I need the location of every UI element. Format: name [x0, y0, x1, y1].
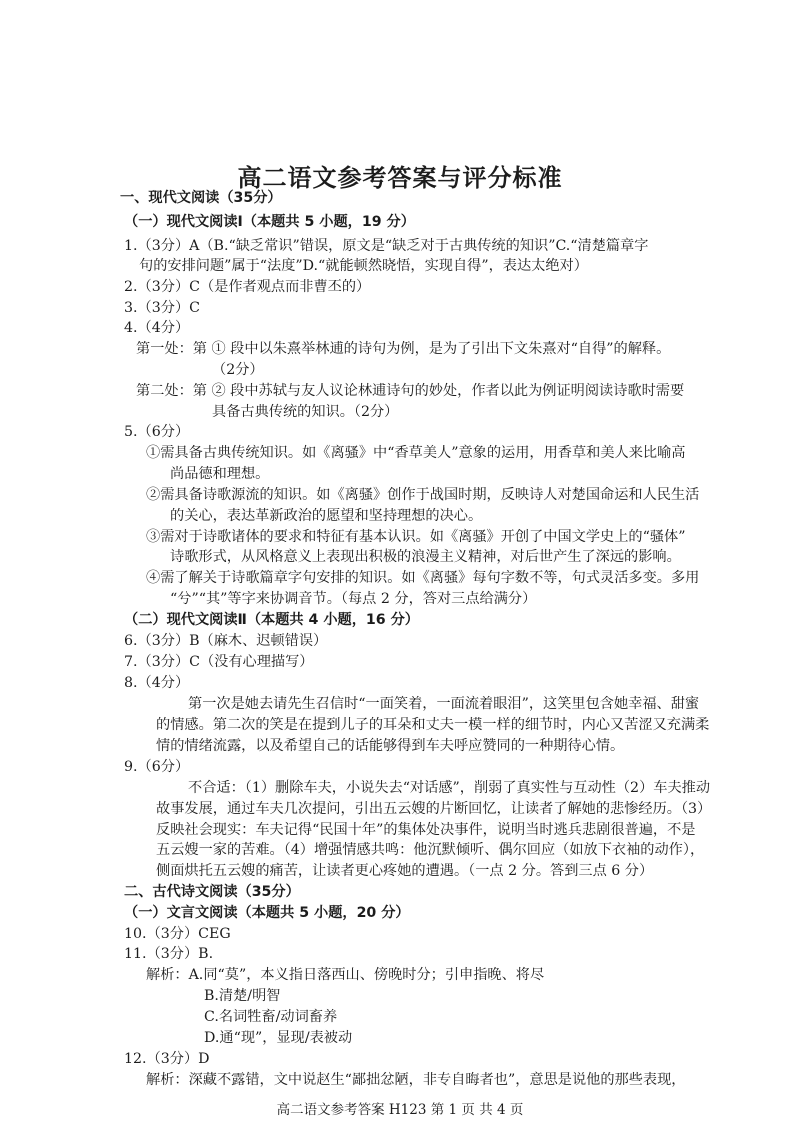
answer-line: 7.（3分）C（没有心理描写） [124, 654, 314, 670]
page-title: 高二语文参考答案与评分标准 [237, 163, 563, 192]
answer-line: ①需具备古典传统知识。如《离骚》中“香草美人”意象的运用，用香草和美人来比喻高 [146, 445, 686, 461]
answer-line: 解析：A.同“莫”，本义指日落西山、傍晚时分；引申指晚、将尽 [146, 967, 545, 983]
answer-line: 11.（3分）B. [124, 946, 214, 962]
answer-line: 9.（6分） [124, 759, 190, 775]
answer-line: 不合适：（1）删除车夫，小说失去“对话感”，削弱了真实性与互动性（2）车夫推动 [188, 780, 711, 796]
subsection-heading: （二）现代文阅读Ⅱ（本题共 4 小题，16 分） [124, 612, 419, 628]
answer-line: 第二处：第 ② 段中苏轼与友人议论林逋诗句的妙处，作者以此为例证明阅读诗歌时需要 [136, 383, 685, 399]
answer-line: 8.（4分） [124, 675, 190, 691]
answer-line: 第一次是她去请先生召信时“一面笑着，一面流着眼泪”，这笑里包含她幸福、甜蜜 [188, 696, 700, 712]
answer-line: C.名词牲畜/动词畜养 [204, 1009, 338, 1025]
answer-line: 五云嫂一家的苦难。（4）增强情感共鸣：他沉默倾听、偶尔回应（如放下衣袖的动作）， [156, 842, 705, 858]
answer-line: 诗歌形式，从风格意义上表现出积极的浪漫主义精神，对后世产生了深远的影响。 [170, 549, 681, 565]
answer-line: B.清楚/明智 [204, 988, 281, 1004]
answer-line: 5.（6分） [124, 424, 190, 440]
subsection-heading: （一）现代文阅读Ⅰ（本题共 5 小题，19 分） [124, 214, 415, 230]
answer-line: 6.（3分）B（麻木、迟顿错误） [124, 633, 328, 649]
answer-line: 情的情绪流露，以及希望自己的话能够得到车夫呼应赞同的一种期待心情。 [156, 738, 625, 754]
subsection-heading: （一）文言文阅读（本题共 5 小题，20 分） [124, 905, 410, 921]
answer-line: 1.（3分）A（B.“缺乏常识”错误，原文是“缺乏对于古典传统的知识”C.“清楚篇章字 [124, 238, 649, 254]
answer-line: 的情感。第二次的笑是在提到儿子的耳朵和丈夫一模一样的细节时，内心又苦涩又充满柔 [156, 717, 710, 733]
answer-line: 12.（3分）D [124, 1051, 210, 1067]
answer-line: 解析：深藏不露错，文中说赵生“鄙拙忿陋，非专自晦者也”，意思是说他的那些表现， [146, 1072, 686, 1088]
answer-line: 2.（3分）C（是作者观点而非曹丕的） [124, 279, 371, 295]
answer-line: 反映社会现实：车夫记得“民国十年”的集体处决事件，说明当时逃兵悲剧很普遍，不是 [156, 822, 696, 838]
section-heading: 一、现代文阅读（35分） [120, 190, 282, 206]
answer-line: 故事发展，通过车夫几次提问，引出五云嫂的片断回忆，让读者了解她的悲惨经历。（3） [156, 801, 712, 817]
answer-line: ②需具备诗歌源流的知识。如《离骚》创作于战国时期，反映诗人对楚国命运和人民生活 [146, 487, 700, 503]
section-heading: 二、古代诗文阅读（35分） [124, 884, 300, 900]
answer-line: 尚品德和理想。 [170, 466, 270, 482]
answer-line: 具备古典传统的知识。（2分） [212, 404, 399, 420]
answer-line: 侧面烘托五云嫂的痛苦，让读者更心疼她的遭遇。（一点 2 分。答到三点 6 分） [156, 863, 654, 879]
answer-line: 的关心，表达革新政治的愿望和坚持理想的决心。 [170, 508, 483, 524]
answer-line: 3.（3分）C [124, 300, 200, 316]
answer-line: 10.（3分）CEG [124, 926, 231, 942]
answer-line: “兮”“其”等字来协调音节。（每点 2 分，答对三点给满分） [170, 591, 537, 607]
answer-line: ③需对于诗歌诸体的要求和特征有基本认识。如《离骚》开创了中国文学史上的“骚体” [146, 529, 686, 545]
answer-line: 4.（4分） [124, 320, 190, 336]
answer-line: 句的安排问题”属于“法度”D.“就能顿然晓悟，实现自得”，表达太绝对） [139, 258, 588, 274]
answer-line: ④需了解关于诗歌篇章字句安排的知识。如《离骚》每句字数不等，句式灵活多变。多用 [146, 570, 700, 586]
answer-line: （2分） [212, 362, 264, 378]
answer-line: D.通“现”，显现/表被动 [204, 1030, 353, 1046]
page-footer: 高二语文参考答案 H123 第 1 页 共 4 页 [276, 1102, 524, 1118]
answer-line: 第一处：第 ① 段中以朱熹举林逋的诗句为例，是为了引出下文朱熹对“自得”的解释。 [136, 341, 671, 357]
